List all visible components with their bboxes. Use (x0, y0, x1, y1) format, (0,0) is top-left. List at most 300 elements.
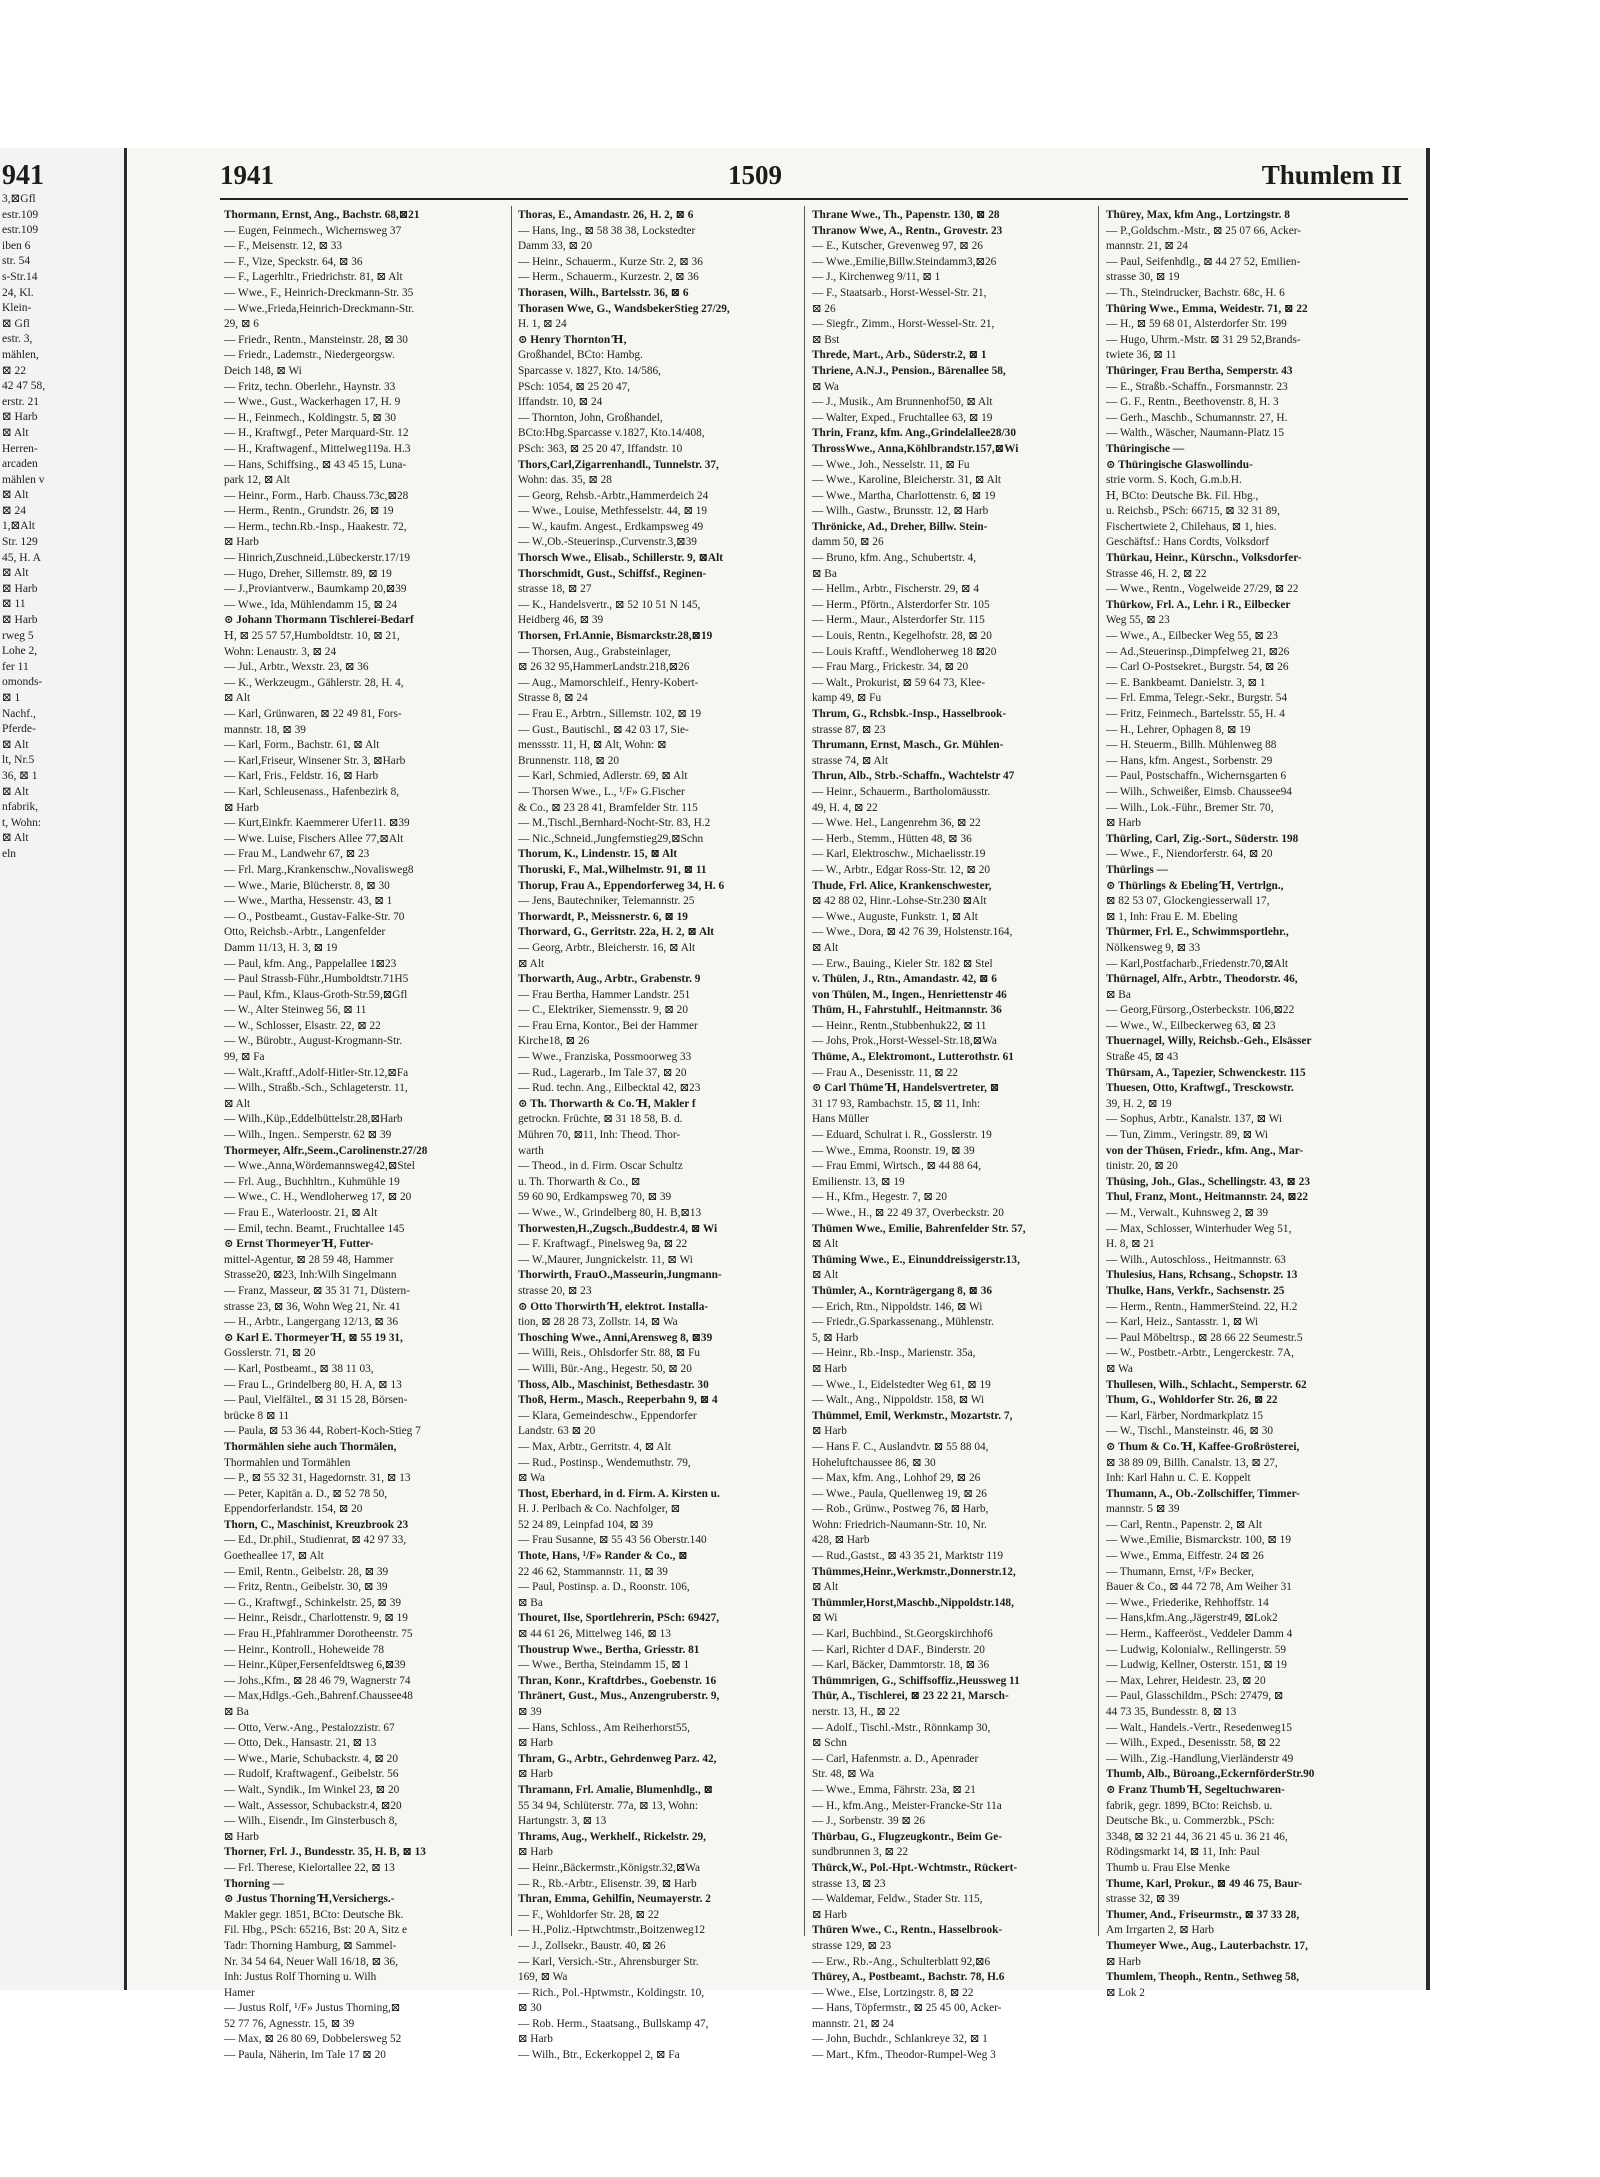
directory-entry-line: mannstr. 21, ⊠ 24 (1106, 240, 1188, 253)
directory-entry-line: 169, ⊠ Wa (518, 1971, 568, 1984)
directory-entry-line: — Hans, Schiffsing., ⊠ 43 45 15, Luna- (224, 458, 407, 471)
column-divider (1098, 206, 1099, 1936)
previous-page-line: 3,⊠Gfl (2, 193, 36, 205)
directory-entry-line: u. Th. Thorwarth & Co., ⊠ (518, 1175, 641, 1188)
directory-entry-line: — Walth., Wäscher, Naumann-Platz 15 (1106, 427, 1284, 440)
directory-entry-line: Thrin, Franz, kfm. Ang.,Grindelallee28/30 (812, 427, 1016, 440)
directory-entry-line: — Frau E., Arbtrn., Sillemstr. 102, ⊠ 19 (518, 708, 701, 720)
directory-entry-line: — Frau E., Waterloostr. 21, ⊠ Alt (224, 1207, 378, 1219)
directory-entry-line: — Paul, kfm. Ang., Pappelallee 1⊠23 (224, 957, 397, 970)
directory-entry-line: — J., Sorbenstr. 39 ⊠ 26 (812, 1815, 926, 1828)
directory-entry-line: Inh: Justus Rolf Thorning u. Wilh (224, 1971, 377, 1984)
directory-entry-line: — Thumann, Ernst, ¹/F» Becker, (1106, 1565, 1254, 1578)
directory-entry-line: — Karl, Buchbind., St.Georgskirchhof6 (812, 1628, 993, 1641)
directory-entry-line: — Wilh., Autoschloss., Heitmannstr. 63 (1106, 1253, 1286, 1266)
directory-entry-line: — Walt., Syndik., Im Winkel 23, ⊠ 20 (224, 1783, 400, 1796)
previous-page-line: str. 54 (2, 255, 31, 268)
directory-entry-line: — Erw., Bauing., Kieler Str. 182 ⊠ Stel (812, 957, 993, 970)
directory-entry-line: — Rud., Postinsp., Wendemuthstr. 79, (518, 1456, 691, 1469)
directory-entry-line: — Heinr., Schauerm., Kurze Str. 2, ⊠ 36 (518, 255, 703, 268)
directory-entry-line: Thoß, Herm., Masch., Reeperbahn 9, ⊠ 4 (518, 1394, 718, 1407)
directory-entry-line: — Peter, Kapitän a. D., ⊠ 52 78 50, (224, 1487, 388, 1500)
directory-entry-line: — Karl, Schleusenass., Hafenbezirk 8, (224, 785, 400, 798)
directory-entry-line: Hamer (224, 1986, 255, 1999)
directory-entry-line: 99, ⊠ Fa (224, 1051, 265, 1064)
previous-page-line: lt, Nr.5 (2, 754, 35, 767)
directory-entry-line: — F., Wohldorfer Str. 28, ⊠ 22 (518, 1908, 660, 1921)
directory-entry-line: — P.,Goldschm.-Mstr., ⊠ 25 07 66, Acker- (1106, 224, 1302, 237)
directory-entry-line: — Frl. Marg.,Krankenschw.,Novalisweg8 (224, 863, 414, 876)
directory-entry-line: — Heinr., Rb.-Insp., Marienstr. 35a, (812, 1347, 976, 1360)
directory-entry-line: strasse 32, ⊠ 39 (1106, 1893, 1180, 1906)
directory-entry-line: — O., Postbeamt., Gustav-Falke-Str. 70 (224, 910, 405, 923)
previous-page-line: t, Wohn: (2, 816, 42, 829)
column-4 (1106, 208, 1382, 2001)
directory-entry-line: — K., Werkzeugm., Gählerstr. 28, H. 4, (224, 676, 404, 689)
directory-entry-line: — Paul, Vielfältel., ⊠ 31 15 28, Börsen- (224, 1394, 408, 1407)
directory-entry-line: 428, ⊠ Harb (812, 1534, 870, 1547)
directory-entry-line: Emilienstr. 13, ⊠ 19 (812, 1175, 905, 1188)
directory-entry-line: ⊠ Harb (1106, 817, 1141, 830)
directory-entry-line: Thüm, H., Fahrstuhlf., Heitmannstr. 36 (812, 1004, 1002, 1017)
directory-entry-line: ⊠ Alt (224, 692, 251, 705)
directory-entry-line: — Max, Arbtr., Gerritstr. 4, ⊠ Alt (518, 1440, 671, 1453)
directory-entry-line: — Wwe., Friederike, Rehhoffstr. 14 (1106, 1596, 1269, 1609)
directory-entry-line: — Carl O-Postsekret., Burgstr. 54, ⊠ 26 (1106, 661, 1289, 674)
directory-entry-line: — Herb., Stemm., Hütten 48, ⊠ 36 (812, 832, 972, 845)
directory-entry-line: — Wilh., Ingen.. Semperstr. 62 ⊠ 39 (224, 1129, 392, 1142)
directory-entry-line: ⊙ Carl Thüme Ɦ, Handelsvertreter, ⊠ (812, 1082, 1000, 1095)
directory-entry-line: — Friedr., Rentn., Mansteinstr. 28, ⊠ 30 (224, 333, 408, 346)
directory-entry-line: — Wwe., Gust., Wackerhagen 17, H. 9 (224, 396, 401, 409)
directory-entry-line: ⊠ Alt (812, 1269, 839, 1282)
directory-entry-line: Goetheallee 17, ⊠ Alt (224, 1550, 324, 1563)
directory-entry-line: — Herm., Maur., Alsterdorfer Str. 115 (812, 614, 985, 627)
directory-entry-line: 52 24 89, Leinpfad 104, ⊠ 39 (518, 1518, 653, 1531)
directory-entry-line: — Walter, Exped., Fruchtallee 63, ⊠ 19 (812, 411, 993, 424)
directory-entry-line: ⊠ 82 53 07, Glockengiesserwall 17, (1106, 895, 1270, 908)
directory-entry-line: — Wwe., Ida, Mühlendamm 15, ⊠ 24 (224, 598, 398, 611)
page-keyword: Thumlem II (1261, 160, 1402, 190)
directory-entry-line: — Wwe.,Emilie,Billw.Steindamm3,⊠26 (812, 255, 997, 268)
directory-entry-line: — Wwe., Emma, Fährstr. 23a, ⊠ 21 (812, 1783, 976, 1796)
directory-entry-line: — Paul, Glasschildm., PSch: 27479, ⊠ (1106, 1690, 1284, 1703)
directory-entry-line: Thrams, Aug., Werkhelf., Rickelstr. 29, (518, 1830, 706, 1843)
directory-entry-line: Thoras, E., Amandastr. 26, H. 2, ⊠ 6 (518, 209, 694, 221)
directory-entry-line: Mühren 70, ⊠11, Inh: Theod. Thor- (518, 1129, 681, 1142)
directory-entry-line: ⊙ Ernst Thormeyer Ɦ, Futter- (224, 1238, 374, 1251)
directory-entry-line: — G., Kraftwgf., Schinkelstr. 25, ⊠ 39 (224, 1596, 402, 1609)
directory-entry-line: — Wwe., H., ⊠ 22 49 37, Overbeckstr. 20 (812, 1207, 1004, 1219)
directory-entry-line: — Carl, Rentn., Papenstr. 2, ⊠ Alt (1106, 1518, 1263, 1531)
directory-entry-line: — Adolf., Tischl.-Mstr., Rönnkamp 30, (812, 1721, 991, 1734)
directory-entry-line: — H., Kfm., Hegestr. 7, ⊠ 20 (812, 1191, 947, 1204)
directory-entry-line: Thorwarth, Aug., Arbtr., Grabenstr. 9 (518, 973, 701, 986)
previous-page-line: ⊠ Harb (2, 582, 38, 595)
previous-page-line: nfabrik, (2, 801, 39, 814)
directory-entry-line: — J.,Proviantverw., Baumkamp 20,⊠39 (224, 583, 407, 596)
directory-entry-line: Thulesius, Hans, Rchsang., Schopstr. 13 (1106, 1269, 1298, 1282)
directory-entry-line: — Karl, Grünwaren, ⊠ 22 49 81, Fors- (224, 708, 402, 720)
previous-page-line: estr.109 (2, 208, 39, 221)
directory-entry-line: Thum, G., Wohldorfer Str. 26, ⊠ 22 (1106, 1394, 1278, 1407)
directory-entry-line: ⊠ 39 (518, 1706, 542, 1718)
directory-entry-line: — Mart., Kfm., Theodor-Rumpel-Weg 3 (812, 2049, 996, 2062)
directory-entry-line: Thullesen, Wilh., Schlacht., Semperstr. 62 (1106, 1378, 1307, 1391)
directory-entry-line: Thümmes,Heinr.,Werkmstr.,Donnerstr.12, (812, 1565, 1016, 1578)
directory-entry-line: — Walt., Assessor, Schubackstr.4, ⊠20 (224, 1799, 402, 1812)
directory-entry-line: Thormählen siehe auch Thormälen, (224, 1440, 397, 1453)
directory-entry-line: Thorwirth, FrauO.,Masseurin,Jungmann- (518, 1269, 722, 1282)
directory-entry-line: Thosching Wwe., Anni,Arensweg 8, ⊠39 (518, 1331, 713, 1344)
directory-entry-line: — Wwe., Bertha, Steindamm 15, ⊠ 1 (518, 1659, 690, 1672)
directory-entry-line: Deutsche Bk., u. Commerzbk., PSch: (1106, 1815, 1275, 1828)
directory-entry-line: Thüren Wwe., C., Rentn., Hasselbrook- (812, 1924, 1003, 1937)
directory-entry-line: Inh: Karl Hahn u. C. E. Koppelt (1106, 1472, 1251, 1485)
directory-entry-line: — H. Steuerm., Billh. Mühlenweg 88 (1106, 739, 1277, 752)
directory-entry-line: — Wilh., Straßb.-Sch., Schlageterstr. 11, (224, 1082, 408, 1095)
directory-entry-line: ⊙ Thürlings & Ebeling Ɦ, Vertrlgn., (1106, 879, 1284, 892)
directory-entry-line: — Wwe., F., Niendorferstr. 64, ⊠ 20 (1106, 848, 1273, 861)
previous-page-line: Klein- (2, 302, 32, 315)
directory-entry-line: — Frl. Aug., Buchhltrn., Kuhmühle 19 (224, 1175, 400, 1188)
directory-entry-line: Thuernagel, Willy, Reichsb.-Geh., Elsässer (1106, 1035, 1312, 1048)
directory-entry-line: ⊙ Thum & Co. Ɦ, Kaffee-Großrösterei, (1106, 1440, 1300, 1453)
directory-entry-line: — Theod., in d. Firm. Oscar Schultz (518, 1160, 683, 1173)
directory-entry-line: — Jul., Arbtr., Wexstr. 23, ⊠ 36 (224, 661, 369, 674)
directory-entry-line: — Wwe., Else, Lortzingstr. 8, ⊠ 22 (812, 1986, 974, 1999)
directory-entry-line: Threde, Mart., Arb., Süderstr.2, ⊠ 1 (812, 349, 987, 362)
directory-entry-line: — Georg, Arbtr., Bleicherstr. 16, ⊠ Alt (518, 941, 696, 954)
directory-entry-line: — Walt., Ang., Nippoldstr. 158, ⊠ Wi (812, 1394, 985, 1407)
directory-entry-line: — Bruno, kfm. Ang., Schubertstr. 4, (812, 552, 977, 565)
directory-entry-line: — Paul, Postschaffn., Wichernsgarten 6 (1106, 770, 1287, 783)
directory-entry-line: Strasse20, ⊠23, Inh:Wilh Singelmann (224, 1269, 397, 1282)
previous-page-line: ⊠ Alt (2, 567, 29, 580)
directory-entry-line: Sparcasse v. 1827, Kto. 14/586, (518, 364, 661, 377)
column-3 (812, 208, 1088, 2064)
previous-page-line: ⊠ Alt (2, 832, 29, 845)
directory-entry-line: — Erich, Rtn., Nippoldstr. 146, ⊠ Wi (812, 1300, 983, 1313)
directory-entry-line: — Aug., Mamorschleif., Henry-Kobert- (518, 676, 699, 689)
directory-entry-line: — Wwe. Luise, Fischers Allee 77,⊠Alt (224, 832, 404, 845)
directory-entry-line: — W., Bürobtr., August-Krogmann-Str. (224, 1035, 403, 1048)
directory-entry-line: ⊠ Bst (812, 333, 840, 346)
directory-entry-line: — Tun, Zimm., Veringstr. 89, ⊠ Wi (1106, 1129, 1269, 1142)
column-divider (511, 206, 512, 1936)
directory-entry-line: — Frau Susanne, ⊠ 55 43 56 Oberstr.140 (518, 1534, 707, 1547)
directory-entry-line: ⊠ Harb (1106, 1955, 1141, 1968)
directory-entry-line: — H., kfm.Ang., Meister-Francke-Str 11a (812, 1799, 1002, 1812)
directory-entry-line: Thorsen, Frl.Annie, Bismarckstr.28,⊠19 (518, 630, 713, 643)
directory-entry-line: getrockn. Früchte, ⊠ 31 18 58, B. d. (518, 1113, 683, 1126)
directory-entry-line: — K., Handelsvertr., ⊠ 52 10 51 N 145, (518, 598, 701, 611)
directory-entry-line: Thränert, Gust., Mus., Anzengruberstr. 9, (518, 1690, 720, 1703)
directory-entry-line: ⊠ Alt (518, 957, 545, 970)
directory-entry-line: — Eugen, Feinmech., Wichernsweg 37 (224, 224, 402, 237)
directory-entry-line: — Rich., Pol.-Hptwmstr., Koldingstr. 10, (518, 1986, 705, 1999)
directory-entry-line: — Wwe., Rentn., Vogelweide 27/29, ⊠ 22 (1106, 583, 1299, 596)
directory-entry-line: Nr. 34 54 64, Neuer Wall 16/18, ⊠ 36, (224, 1955, 399, 1968)
previous-page-line: s-Str.14 (2, 270, 38, 283)
directory-entry-line: — Paul Strassb-Führ.,Humboldtstr.71H5 (224, 973, 409, 986)
directory-entry-line: ⊠ 30 (518, 2002, 542, 2015)
directory-entry-line: — Karl, Elektroschw., Michaelisstr.19 (812, 848, 986, 861)
directory-entry-line: Tadr: Thorning Hamburg, ⊠ Sammel- (224, 1939, 397, 1952)
directory-entry-line: Thrane Wwe., Th., Papenstr. 130, ⊠ 28 (812, 209, 1000, 221)
directory-entry-line: — Karl, Fris., Feldstr. 16, ⊠ Harb (224, 770, 379, 783)
directory-entry-line: — Herm., Pförtn., Alsterdorfer Str. 105 (812, 598, 990, 611)
directory-entry-line: — Max, Lehrer, Heidestr. 23, ⊠ 20 (1106, 1674, 1266, 1687)
directory-entry-line: — Kurt,Einkfr. Kaemmerer Ufer11. ⊠39 (224, 817, 410, 830)
directory-entry-line: Am Irrgarten 2, ⊠ Harb (1106, 1924, 1215, 1937)
directory-entry-line: — Frau L., Grindelberg 80, H. A, ⊠ 13 (224, 1378, 402, 1391)
directory-entry-line: strasse 18, ⊠ 27 (518, 583, 592, 596)
directory-entry-line: — Rud., Lagerarb., Im Tale 37, ⊠ 20 (518, 1066, 687, 1079)
directory-entry-line: Hoheluftchaussee 86, ⊠ 30 (812, 1456, 936, 1469)
directory-entry-line: — W.,Ob.-Steuerinsp.,Curvenstr.3,⊠39 (518, 536, 697, 549)
directory-entry-line: — Frl. Emma, Telegr.-Sekr., Burgstr. 54 (1106, 692, 1288, 705)
directory-entry-line: Bauer & Co., ⊠ 44 72 78, Am Weiher 31 (1106, 1581, 1292, 1594)
directory-entry-line: — Hugo, Dreher, Sillemstr. 89, ⊠ 19 (224, 567, 392, 580)
directory-entry-line: Damm 11/13, H. 3, ⊠ 19 (224, 941, 338, 954)
directory-entry-line: tinistr. 20, ⊠ 20 (1106, 1160, 1178, 1173)
previous-page-line: iben 6 (2, 239, 31, 252)
previous-page-line: estr. 3, (2, 333, 33, 346)
directory-entry-line: strasse 23, ⊠ 36, Wohn Weg 21, Nr. 41 (224, 1300, 401, 1313)
directory-entry-line: — Karl, Form., Bachstr. 61, ⊠ Alt (224, 739, 380, 752)
directory-entry-line: — Sophus, Arbtr., Kanalstr. 137, ⊠ Wi (1106, 1113, 1283, 1126)
directory-entry-line: Thrumann, Ernst, Masch., Gr. Mühlen- (812, 739, 1004, 752)
previous-page-line: Nachf., (2, 707, 36, 720)
directory-entry-line: Thote, Hans, ¹/F» Rander & Co., ⊠ (518, 1550, 688, 1563)
directory-entry-line: Wohn: Friedrich-Naumann-Str. 10, Nr. (812, 1518, 987, 1531)
directory-entry-line: Thriene, A.N.J., Pension., Bärenallee 58, (812, 364, 1006, 377)
directory-entry-line: — Wwe.,Emilie, Bismarckstr. 100, ⊠ 19 (1106, 1534, 1291, 1547)
directory-entry-line: Thorward, G., Gerritstr. 22a, H. 2, ⊠ Alt (518, 926, 715, 939)
directory-entry-line: Thürsam, A., Tapezier, Schwenckestr. 115 (1106, 1066, 1306, 1079)
directory-entry-line: Thranow Wwe, A., Rentn., Grovestr. 23 (812, 224, 1003, 237)
directory-entry-line: Thume, Karl, Prokur., ⊠ 49 46 75, Baur- (1106, 1877, 1303, 1890)
previous-page-line: ⊠ Alt (2, 785, 29, 798)
directory-entry-line: Thüringer, Frau Bertha, Semperstr. 43 (1106, 364, 1293, 377)
directory-entry-line: — Karl, Bäcker, Dammtorstr. 18, ⊠ 36 (812, 1659, 990, 1672)
directory-entry-line: Rödingsmarkt 14, ⊠ 11, Inh: Paul (1106, 1846, 1260, 1859)
directory-entry-line: — Heinr., Kontroll., Hoheweide 78 (224, 1643, 385, 1656)
directory-entry-line: — Herm., techn.Rb.-Insp., Haakestr. 72, (224, 520, 407, 533)
directory-entry-line: — Georg, Rehsb.-Arbtr.,Hammerdeich 24 (518, 489, 709, 502)
directory-entry-line: Ɦ, ⊠ 25 57 57,Humboldtstr. 10, ⊠ 21, (224, 630, 400, 643)
directory-entry-line: mittel-Agentur, ⊠ 28 59 48, Hammer (224, 1253, 394, 1266)
directory-entry-line: Str. 48, ⊠ Wa (812, 1768, 875, 1781)
directory-entry-line: — Gust., Bautischl., ⊠ 42 03 17, Sie- (518, 723, 689, 736)
directory-entry-line: — H., Arbtr., Langergang 12/13, ⊠ 36 (224, 1316, 398, 1329)
directory-entry-line: ⊠ 26 32 95,HammerLandstr.218,⊠26 (518, 661, 690, 674)
directory-entry-line: Thüringische — (1106, 442, 1185, 455)
directory-entry-line: — Herm., Schauerm., Kurzestr. 2, ⊠ 36 (518, 271, 699, 284)
directory-entry-line: Thorup, Frau A., Eppendorferweg 34, H. 6 (518, 879, 725, 892)
directory-entry-line: ⊠ Wa (1106, 1362, 1133, 1375)
directory-entry-line: — Ad.,Steuerinsp.,Dimpfelweg 21, ⊠26 (1106, 645, 1290, 658)
directory-entry-line: — Max, kfm. Ang., Lohhof 29, ⊠ 26 (812, 1472, 981, 1485)
directory-entry-line: ⊠ Alt (812, 1238, 839, 1251)
directory-entry-line: — Herm., Rentn., HammerSteind. 22, H.2 (1106, 1300, 1298, 1313)
directory-entry-line: — Wwe., Martha, Charlottenstr. 6, ⊠ 19 (812, 489, 996, 502)
directory-entry-line: — Karl, Postbeamt., ⊠ 38 11 03, (224, 1362, 374, 1375)
directory-entry-line: 49, H. 4, ⊠ 22 (812, 801, 878, 814)
previous-page-line: fer 11 (2, 660, 29, 673)
directory-entry-line: ⊠ Harb (518, 1768, 553, 1781)
directory-entry-line: — H., Kraftwgf., Peter Marquard-Str. 12 (224, 427, 409, 440)
directory-entry-line: mannstr. 21, ⊠ 24 (812, 2017, 894, 2030)
previous-page-line: ⊠ Alt (2, 738, 29, 751)
column-1 (224, 208, 500, 2064)
previous-page-line: Str. 129 (2, 536, 38, 549)
directory-entry-line: Thür, A., Tischlerei, ⊠ 23 22 21, Marsch- (812, 1690, 1009, 1703)
directory-entry-line: — Heinr.,Bäckermstr.,Königstr.32,⊠Wa (518, 1861, 701, 1874)
directory-entry-line: — M.,Tischl.,Bernhard-Nocht-Str. 83, H.2 (518, 817, 711, 830)
directory-entry-line: ⊠ Ba (1106, 988, 1131, 1001)
directory-entry-line: ⊠ Alt (812, 1581, 839, 1594)
column-divider (804, 206, 805, 1936)
previous-page-header: 941 (2, 160, 44, 191)
directory-entry-line: Thorasen, Wilh., Bartelsstr. 36, ⊠ 6 (518, 286, 689, 299)
directory-entry-line: tion, ⊠ 28 28 73, Zollstr. 14, ⊠ Wa (518, 1316, 678, 1329)
directory-entry-line: ⊠ Alt (812, 941, 839, 954)
previous-page-line: 36, ⊠ 1 (2, 769, 38, 782)
directory-entry-line: fabrik, gegr. 1899, BCto: Reichsb. u. (1106, 1799, 1273, 1812)
directory-entry-line: — Frau Bertha, Hammer Landstr. 251 (518, 988, 691, 1001)
directory-entry-line: Thorwardt, P., Meissnerstr. 6, ⊠ 19 (518, 910, 688, 923)
directory-entry-line: — Justus Rolf, ¹/F» Justus Thorning,⊠ (224, 2002, 401, 2015)
directory-entry-line: — Heinr., Schauerm., Bartholomäusstr. (812, 785, 991, 798)
directory-entry-line: BCto:Hbg.Sparcasse v.1827, Kto.14/408, (518, 427, 705, 440)
directory-entry-line: — Heinr., Form., Harb. Chauss.73c,⊠28 (224, 489, 409, 502)
directory-entry-line: — Walt., Handels.-Vertr., Resedenweg15 (1106, 1721, 1292, 1734)
directory-entry-line: — Otto, Dek., Hansastr. 21, ⊠ 13 (224, 1737, 377, 1750)
directory-entry-line: — Karl, Heiz., Santasstr. 1, ⊠ Wi (1106, 1316, 1259, 1329)
directory-entry-line: Thoustrup Wwe., Bertha, Griesstr. 81 (518, 1643, 700, 1656)
directory-entry-line: — Karl, Versich.-Str., Ahrensburger Str. (518, 1955, 699, 1968)
previous-page-line: ⊠ 1 (2, 692, 21, 704)
directory-entry-line: — H., Lehrer, Ophagen 8, ⊠ 19 (1106, 723, 1251, 736)
directory-entry-line: — Willi, Bür.-Ang., Hegestr. 50, ⊠ 20 (518, 1362, 692, 1375)
directory-entry-line: — Thorsen Wwe., L., ¹/F» G.Fischer (518, 785, 685, 798)
directory-entry-line: — Hans, Schloss., Am Reiherhorst55, (518, 1721, 690, 1734)
directory-entry-line: — Thornton, John, Großhandel, (518, 411, 663, 424)
directory-entry-line: damm 50, ⊠ 26 (812, 536, 884, 549)
directory-entry-line: — W., Schlosser, Elsastr. 22, ⊠ 22 (224, 1019, 381, 1032)
directory-entry-line: Thram, G., Arbtr., Gehrdenweg Parz. 42, (518, 1752, 717, 1765)
directory-entry-line: — F., Meisenstr. 12, ⊠ 33 (224, 240, 343, 253)
directory-entry-line: u. Reichsb., PSch: 66715, ⊠ 32 31 89, (1106, 505, 1280, 518)
directory-entry-line: — Wwe., Dora, ⊠ 42 76 39, Holstenstr.164, (812, 926, 1013, 939)
previous-page-line: omonds- (2, 676, 43, 689)
directory-entry-line: — W.,Maurer, Jungnickelstr. 11, ⊠ Wi (518, 1253, 693, 1266)
directory-entry-line: Brunnenstr. 118, ⊠ 20 (518, 754, 619, 767)
directory-entry-line: — Rob. Herm., Staatsang., Bullskamp 47, (518, 2017, 709, 2030)
directory-entry-line: — Karl, Färber, Nordmarkplatz 15 (1106, 1409, 1264, 1422)
directory-entry-line: — Paul Möbeltrsp., ⊠ 28 66 22 Seumestr.5 (1106, 1331, 1303, 1344)
directory-entry-line: Thorner, Frl. J., Bundesstr. 35, H. B, ⊠ 13 (224, 1846, 426, 1859)
directory-entry-line: — Frau M., Landwehr 67, ⊠ 23 (224, 848, 370, 861)
directory-entry-line: — Fritz, techn. Oberlehr., Haynstr. 33 (224, 380, 396, 393)
directory-entry-line: 44 73 35, Bundesstr. 8, ⊠ 13 (1106, 1706, 1237, 1718)
previous-page-line: Herren- (2, 442, 38, 455)
directory-entry-line: — Hellm., Arbtr., Fischerstr. 29, ⊠ 4 (812, 583, 979, 596)
directory-entry-line: ⊠ Harb (518, 1737, 553, 1750)
directory-entry-line: — Wilh., Lok.-Führ., Bremer Str. 70, (1106, 801, 1274, 814)
directory-entry-line: H. J. Perlbach & Co. Nachfolger, ⊠ (518, 1503, 681, 1516)
directory-entry-line: — Wwe., Emma, Eiffestr. 24 ⊠ 26 (1106, 1550, 1264, 1563)
directory-entry-line: Thoruski, F., Mal.,Wilhelmstr. 91, ⊠ 11 (518, 863, 707, 876)
directory-entry-line: strasse 87, ⊠ 23 (812, 723, 886, 736)
directory-entry-line: — Wwe., Karoline, Bleicherstr. 31, ⊠ Alt (812, 474, 1002, 487)
directory-entry-line: — Rob., Grünw., Postweg 76, ⊠ Harb, (812, 1503, 989, 1516)
previous-page-line: 45, H. A (2, 551, 41, 564)
directory-entry-line: — Karl,Friseur, Winsener Str. 3, ⊠Harb (224, 754, 406, 767)
directory-entry-line: — F., Lagerhltr., Friedrichstr. 81, ⊠ Alt (224, 271, 403, 284)
directory-entry-line: von der Thüsen, Friedr., kfm. Ang., Mar- (1106, 1144, 1304, 1157)
directory-entry-line: Thürey, Max, kfm Ang., Lortzingstr. 8 (1106, 209, 1290, 221)
directory-entry-line: Strasse 8, ⊠ 24 (518, 692, 588, 705)
directory-entry-line: Damm 33, ⊠ 20 (518, 240, 593, 253)
directory-entry-line: — F. Kraftwagf., Pinelsweg 9a, ⊠ 22 (518, 1238, 688, 1251)
directory-entry-line: strasse 13, ⊠ 23 (812, 1877, 886, 1890)
previous-page-line: mählen v (2, 473, 45, 486)
directory-entry-line: Thümmler,Horst,Maschb.,Nippoldstr.148, (812, 1596, 1014, 1609)
directory-entry-line: — Jens, Bautechniker, Telemannstr. 25 (518, 895, 695, 908)
directory-entry-line: ⊠ Harb (812, 1908, 847, 1921)
directory-entry-line: nerstr. 13, H., ⊠ 22 (812, 1706, 900, 1718)
directory-entry-line: strie vorm. S. Koch, G.m.b.H. (1106, 474, 1242, 487)
directory-entry-line: — John, Buchdr., Schlankreye 32, ⊠ 1 (812, 2033, 988, 2046)
directory-entry-line: strasse 74, ⊠ Alt (812, 754, 888, 767)
directory-entry-line: — Thorsen, Aug., Grabsteinlager, (518, 645, 671, 658)
directory-entry-line: — W., Arbtr., Edgar Ross-Str. 12, ⊠ 20 (812, 863, 990, 876)
directory-entry-line: — W., kaufm. Angest., Erdkampsweg 49 (518, 520, 704, 533)
previous-page-line: rweg 5 (2, 629, 34, 642)
directory-entry-line: Thormeyer, Alfr.,Seem.,Carolinenstr.27/28 (224, 1144, 428, 1157)
directory-entry-line: Thorschmidt, Gust., Schiffsf., Reginen- (518, 567, 707, 580)
directory-entry-line: — P., ⊠ 55 32 31, Hagedornstr. 31, ⊠ 13 (224, 1472, 411, 1485)
directory-entry-line: strasse 129, ⊠ 23 (812, 1939, 892, 1952)
directory-entry-line: — F., Vize, Speckstr. 64, ⊠ 36 (224, 255, 363, 268)
directory-entry-line: Thüsing, Joh., Glas., Schellingstr. 43, ⊠ 23 (1106, 1175, 1310, 1188)
directory-entry-line: — C., Elektriker, Siemensstr. 9, ⊠ 20 (518, 1004, 688, 1017)
directory-entry-line: ⊙ Otto Thorwirth Ɦ, elektrot. Installa- (518, 1300, 709, 1313)
directory-entry-line: — W., Alter Steinweg 56, ⊠ 11 (224, 1004, 367, 1017)
directory-entry-line: ThrossWwe., Anna,Köhlbrandstr.157,⊠Wi (812, 442, 1019, 455)
directory-entry-line: — Nic.,Schneid.,Jungfernstieg29,⊠Schn (518, 832, 704, 845)
directory-entry-line: — Louis, Rentn., Kegelhofstr. 28, ⊠ 20 (812, 630, 992, 643)
directory-entry-line: — Karl,Postfacharb.,Friedenstr.70,⊠Alt (1106, 957, 1289, 970)
directory-entry-line: Wohn: Lenaustr. 3, ⊠ 24 (224, 645, 337, 658)
previous-page-line: ⊠ Alt (2, 426, 29, 439)
directory-entry-line: ⊙ Henry Thornton Ɦ, (518, 333, 627, 346)
directory-entry-line: sundbrunnen 3, ⊠ 22 (812, 1846, 909, 1859)
directory-entry-line: — Wwe., Louise, Methfesselstr. 44, ⊠ 19 (518, 505, 708, 518)
directory-entry-line: Thrum, G., Rchsbk.-Insp., Hasselbrook- (812, 708, 1007, 720)
directory-page (128, 148, 1430, 2062)
directory-entry-line: Thürnagel, Alfr., Arbtr., Theodorstr. 46, (1106, 973, 1298, 986)
directory-entry-line: brücke 8 ⊠ 11 (224, 1409, 290, 1422)
directory-entry-line: ⊠ Ba (224, 1706, 249, 1718)
directory-entry-line: Thüming Wwe., E., Einunddreissigerstr.13, (812, 1253, 1020, 1266)
directory-entry-line: ⊠ Ba (812, 567, 837, 580)
previous-page-line: ⊠ 22 (2, 364, 27, 377)
directory-entry-line: — Hans, kfm. Angest., Sorbenstr. 29 (1106, 754, 1273, 767)
